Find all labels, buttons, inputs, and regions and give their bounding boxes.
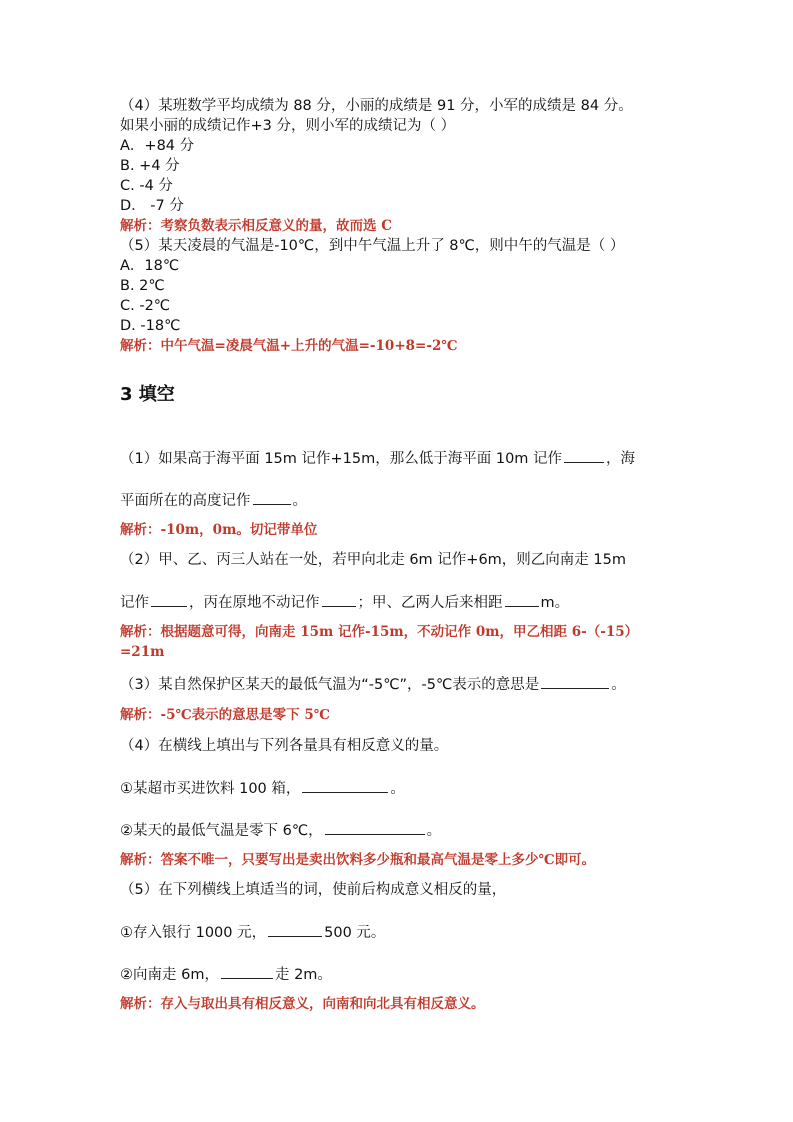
q4-option-c: C. -4 分 — [120, 178, 173, 194]
answer-blank — [268, 922, 322, 937]
f2-line1: （2）甲、乙、丙三人站在一处，若甲向北走 6m 记作+6m，则乙向南走 15m — [120, 552, 626, 568]
q4-stem-line2: 如果小丽的成绩记作+3 分，则小军的成绩记为（ ） — [120, 118, 456, 134]
f1-line1 — [120, 448, 635, 469]
q4-analysis: 解析：考察负数表示相反意义的量，故而选 C — [120, 218, 392, 234]
q5-option-c: C. -2℃ — [120, 298, 171, 314]
f4-analysis: 解析：答案不唯一，只要写出是卖出饮料多少瓶和最高气温是零上多少℃即可。 — [120, 852, 596, 868]
f1-line1-text: （1）如果高于海平面 15m 记作+15m，那么低于海平面 10m 记作 — [120, 451, 563, 467]
f4-stem: （4）在横线上填出与下列各量具有相反意义的量。 — [120, 738, 449, 754]
f3-line-tail: 。 — [611, 677, 626, 693]
q4-option-d: D． -7 分 — [120, 198, 184, 214]
f1-line2-text: 平面所在的高度记作 — [120, 493, 251, 509]
answer-blank — [253, 490, 291, 505]
f4-item1-text: ①某超市买进饮料 100 箱， — [120, 781, 301, 797]
f5-item2-text: ②向南走 6m， — [120, 967, 219, 983]
f5-item1 — [120, 922, 385, 943]
f1-line1-tail: ，海 — [606, 451, 636, 467]
f1-analysis: 解析：-10m，0m。切记带单位 — [120, 522, 318, 538]
answer-blank — [325, 820, 425, 835]
q5-option-b: B. 2℃ — [120, 278, 165, 294]
f2-line2-text-b: ，丙在原地不动记作 — [189, 595, 320, 611]
f3-line — [120, 674, 626, 695]
q5-option-a: A．18℃ — [120, 258, 180, 274]
f2-analysis-line1: 解析：根据题意可得，向南走 15m 记作-15m，不动记作 0m，甲乙相距 6-（-15） — [120, 624, 639, 640]
f5-item1-tail: 500 元。 — [324, 925, 386, 941]
f4-item1 — [120, 778, 405, 799]
answer-blank — [564, 448, 604, 463]
answer-blank — [541, 674, 609, 689]
f4-item1-tail: 。 — [390, 781, 405, 797]
f4-item2 — [120, 820, 441, 841]
q4-stem-line1: （4）某班数学平均成绩为 88 分，小丽的成绩是 91 分，小军的成绩是 84 分。 — [120, 98, 633, 114]
q4-option-a: A．+84 分 — [120, 138, 195, 154]
f3-analysis: 解析：-5℃表示的意思是零下 5℃ — [120, 707, 330, 723]
q5-stem: （5）某天凌晨的气温是-10℃，到中午气温上升了 8℃，则中午的气温是（ ） — [120, 238, 625, 254]
f2-line2 — [120, 592, 569, 613]
f4-item2-text: ②某天的最低气温是零下 6℃， — [120, 823, 323, 839]
answer-blank — [322, 592, 356, 607]
answer-blank — [505, 592, 539, 607]
answer-blank — [151, 592, 187, 607]
f5-item2 — [120, 964, 332, 985]
f1-line2 — [120, 490, 307, 511]
f2-line2-text-a: 记作 — [120, 595, 149, 611]
section-heading: 3 填空 — [120, 384, 175, 405]
f5-item2-tail: 走 2m。 — [274, 967, 332, 983]
f5-stem: （5）在下列横线上填适当的词，使前后构成意义相反的量， — [120, 882, 507, 898]
f2-analysis-line2: =21m — [120, 644, 165, 660]
q4-option-b: B. +4 分 — [120, 158, 180, 174]
f2-line2-text-d: m。 — [540, 595, 570, 611]
q5-option-d: D. -18℃ — [120, 318, 181, 334]
answer-blank — [221, 964, 273, 979]
f3-line-text: （3）某自然保护区某天的最低气温为“-5℃”，-5℃表示的意思是 — [120, 677, 540, 693]
f5-analysis: 解析：存入与取出具有相反意义，向南和向北具有相反意义。 — [120, 996, 485, 1012]
f5-item1-text: ①存入银行 1000 元， — [120, 925, 267, 941]
f1-line2-tail: 。 — [292, 493, 307, 509]
f4-item2-tail: 。 — [426, 823, 442, 839]
answer-blank — [302, 778, 388, 793]
q5-analysis: 解析：中午气温=凌晨气温+上升的气温=-10+8=-2℃ — [120, 338, 458, 354]
f2-line2-text-c: ；甲、乙两人后来相距 — [357, 595, 503, 611]
